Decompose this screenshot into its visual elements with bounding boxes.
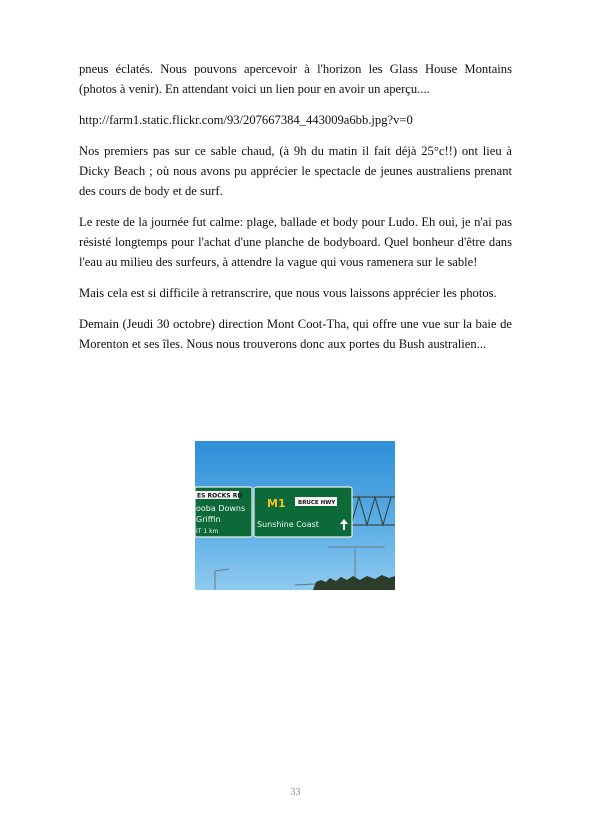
- highway-sign-photo: [195, 441, 395, 590]
- destination-text: Sunshine Coast: [257, 520, 319, 529]
- paragraph: Demain (Jeudi 30 octobre) direction Mont Coot-Tha, qui offre une vue sur la baie de Morenton et ses îles. Nous nous trouverons donc aux portes du Bush australien...: [79, 317, 512, 351]
- route-name: BRUCE HWY: [298, 500, 336, 506]
- flickr-link[interactable]: http://farm1.static.flickr.com/93/207667384_443009a6bb.jpg?v=0: [79, 113, 413, 127]
- paragraph: Le reste de la journée fut calme: plage, ballade et body pour Ludo. Eh oui, je n'ai pas résisté longtemps pour l'achat d'une planche de bodyboard. Quel bonheur d'être dans l'eau au milieu des surfeurs, à attendre la vague qui vous ramenera sur le sable!: [79, 215, 512, 269]
- page-number: 33: [290, 787, 301, 798]
- left-sign-header: ES ROCKS RD: [197, 492, 243, 500]
- left-sign-line1: ooba Downs: [196, 504, 246, 513]
- body-text: [79, 59, 512, 365]
- paragraph: Mais cela est si difficile à retranscrire, que nous vous laissons apprécier les photos.: [79, 286, 497, 300]
- route-shield: M1: [267, 497, 286, 510]
- paragraph: pneus éclatés. Nous pouvons apercevoir à l'horizon les Glass House Montains (photos à venir). En attendant voici un lien pour en avoir un aperçu....: [79, 62, 512, 96]
- left-sign-line2: Griffin: [196, 515, 221, 524]
- paragraph: Nos premiers pas sur ce sable chaud, (à 9h du matin il fait déjà 25°c!!) ont lieu à Dicky Beach ; où nous avons pu apprécier le spectacle de jeunes australiens prenant des cours de body et de surf.: [79, 144, 512, 198]
- left-sign-line3: IT 1 km: [196, 528, 219, 535]
